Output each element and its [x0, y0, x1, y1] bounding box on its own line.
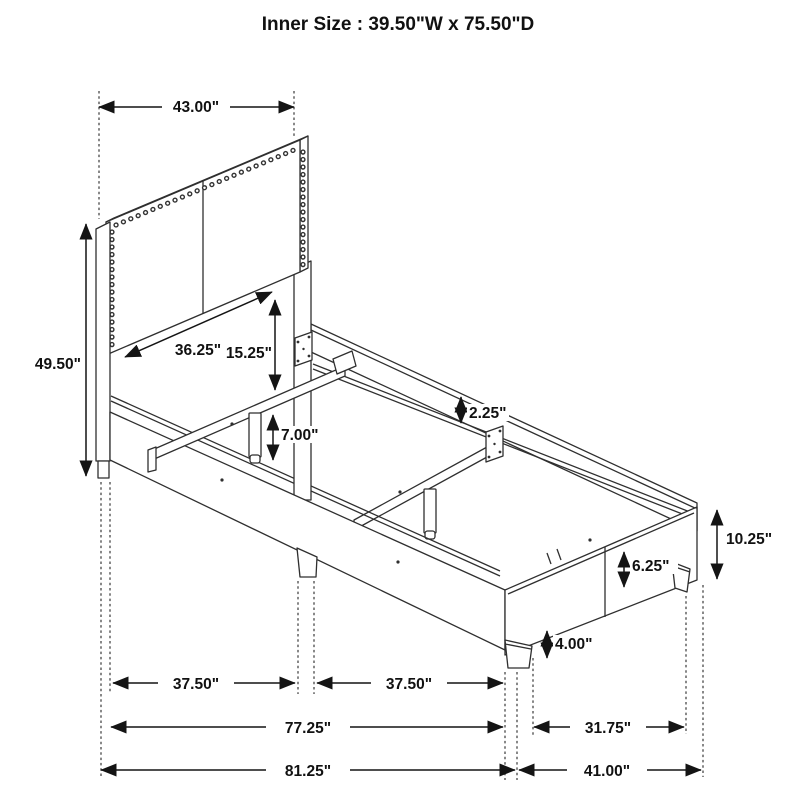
dim-foot-leg [547, 631, 597, 658]
diagram-title: Inner Size : 39.50"W x 75.50"D [261, 14, 535, 35]
cross-slat-rail-2 [354, 426, 503, 539]
rail-1-left-hook [148, 447, 156, 472]
dim-label-panel-to-rail: 15.25" [225, 345, 272, 362]
dim-rail-back-half [317, 676, 503, 693]
dim-headboard-width [99, 99, 294, 116]
dim-headboard-height [35, 224, 86, 476]
dim-label-headboard-width: 43.00" [172, 99, 220, 116]
dim-label-rail-recess: 2.25" [469, 405, 507, 422]
dim-overall-length [101, 763, 515, 780]
headboard-left-post [96, 222, 110, 478]
dim-label-footboard-span: 31.75" [584, 720, 632, 737]
headboard-right-post [294, 261, 312, 500]
footboard [505, 507, 697, 668]
dim-label-side-rail-height: 6.25" [632, 558, 670, 575]
dim-footboard-span [534, 720, 684, 737]
dim-rail-length [111, 720, 503, 737]
dim-label-rail-length: 77.25" [284, 720, 332, 737]
dim-footboard-height [717, 510, 772, 579]
dim-label-rail-back-half: 37.50" [385, 676, 433, 693]
dim-label-overall-width: 41.00" [583, 763, 631, 780]
dim-panel-to-rail [224, 300, 275, 390]
dim-label-headboard-inner-width: 36.25" [174, 342, 222, 359]
dim-label-footboard-height: 10.25" [726, 531, 773, 548]
bed-line-drawing [96, 136, 697, 668]
dim-label-support-leg: 7.00" [281, 427, 319, 444]
dim-label-foot-leg: 4.00" [555, 636, 593, 653]
dim-label-rail-front-half: 37.50" [172, 676, 220, 693]
back-side-rail [311, 324, 697, 531]
slat-support-leg-1 [249, 413, 261, 457]
slat-support-leg-2 [424, 489, 436, 533]
dim-overall-width [519, 763, 701, 780]
dim-label-headboard-height: 49.50" [34, 356, 81, 373]
dim-rail-front-half [113, 676, 295, 693]
dim-label-overall-length: 81.25" [284, 763, 332, 780]
